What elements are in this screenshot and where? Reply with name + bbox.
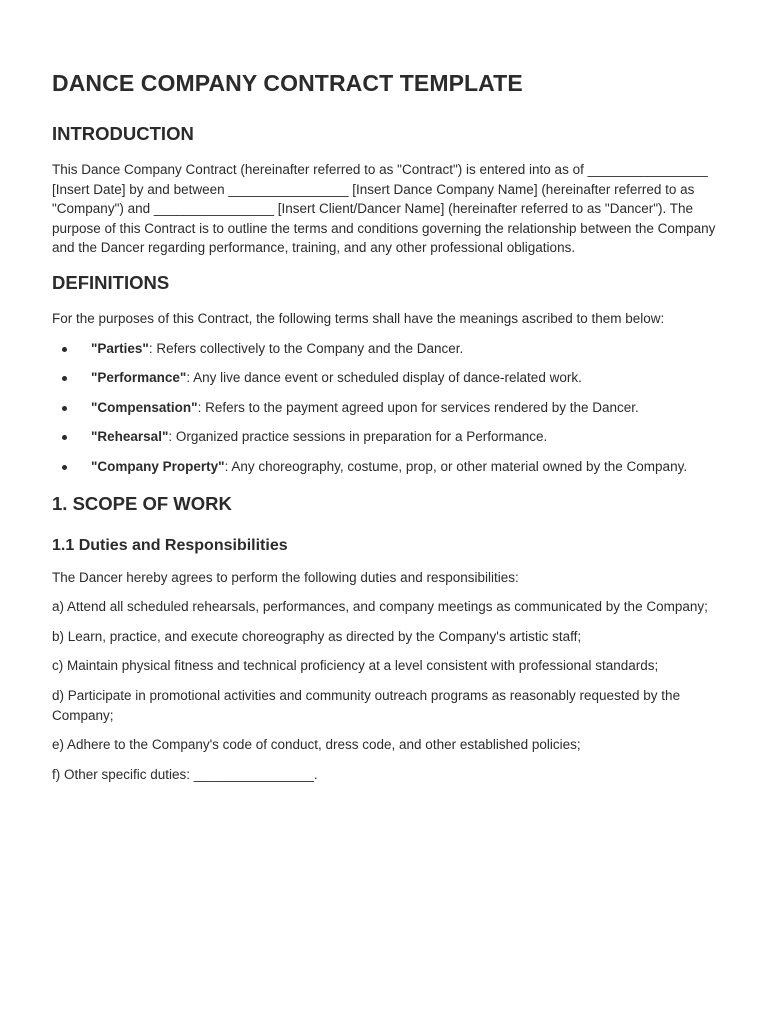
- duty-item: a) Attend all scheduled rehearsals, performances, and company meetings as communicated by the Company;: [52, 599, 708, 615]
- duty-item: d) Participate in promotional activities and community outreach programs as reasonably requested by the Company;: [52, 687, 681, 723]
- bullet-icon: [62, 347, 67, 352]
- definition-text: : Refers to the payment agreed upon for services rendered by the Dancer.: [197, 399, 639, 415]
- definition-text: : Any live dance event or scheduled display of dance-related work.: [186, 370, 582, 386]
- duty-item: c) Maintain physical fitness and technical proficiency at a level consistent with professional standards;: [52, 658, 659, 674]
- definition-text: : Any choreography, costume, prop, or other material owned by the Company.: [224, 458, 688, 474]
- bullet-icon: [62, 376, 67, 381]
- list-item: [52, 457, 718, 477]
- duties-subheading: 1.1 Duties and Responsibilities: [52, 536, 288, 554]
- definitions-intro: For the purposes of this Contract, the following terms shall have the meanings ascribed to them below:: [52, 310, 665, 326]
- list-item: [52, 339, 718, 359]
- duty-item: f) Other specific duties: ________________.: [52, 766, 318, 782]
- definition-text: : Refers collectively to the Company and the Dancer.: [148, 340, 464, 356]
- bullet-icon: [62, 435, 67, 440]
- definition-term: "Performance": [91, 370, 187, 386]
- scope-section: [52, 493, 718, 785]
- definitions-heading: DEFINITIONS: [52, 271, 170, 293]
- definition-term: "Compensation": [91, 399, 198, 415]
- definition-term: "Parties": [91, 340, 149, 356]
- introduction-text: This Dance Company Contract (hereinafter referred to as "Contract") is entered into as of ________________ [Insert Date] by and between ________________ [Insert Dance Company Name] (hereinafter referred to as "Company") and ________________ [Insert Client/Dancer Name] (hereinafter referred to as "Dancer"). The purpose of this Contract is to outline the terms and conditions governing the relationship between the Company and the Dancer regarding performance, training, and any other professional obligations.: [52, 162, 716, 256]
- list-item: [52, 368, 718, 388]
- definition-term: "Rehearsal": [91, 429, 169, 445]
- duty-item: b) Learn, practice, and execute choreography as directed by the Company's artistic staff;: [52, 628, 582, 644]
- introduction-heading: INTRODUCTION: [52, 123, 194, 144]
- scope-heading: 1. SCOPE OF WORK: [52, 492, 232, 514]
- definitions-section: [52, 272, 718, 477]
- duty-item: e) Adhere to the Company's code of conduct, dress code, and other established policies;: [52, 737, 581, 753]
- bullet-icon: [62, 406, 67, 411]
- definition-text: : Organized practice sessions in preparation for a Performance.: [168, 429, 548, 445]
- introduction-section: [52, 123, 718, 258]
- list-item: [52, 398, 718, 418]
- document-title: DANCE COMPANY CONTRACT TEMPLATE: [52, 70, 523, 96]
- definition-term: "Company Property": [91, 458, 225, 474]
- definitions-list: [52, 339, 718, 477]
- list-item: [52, 427, 718, 447]
- bullet-icon: [62, 465, 67, 470]
- duties-intro: The Dancer hereby agrees to perform the following duties and responsibilities:: [52, 569, 519, 585]
